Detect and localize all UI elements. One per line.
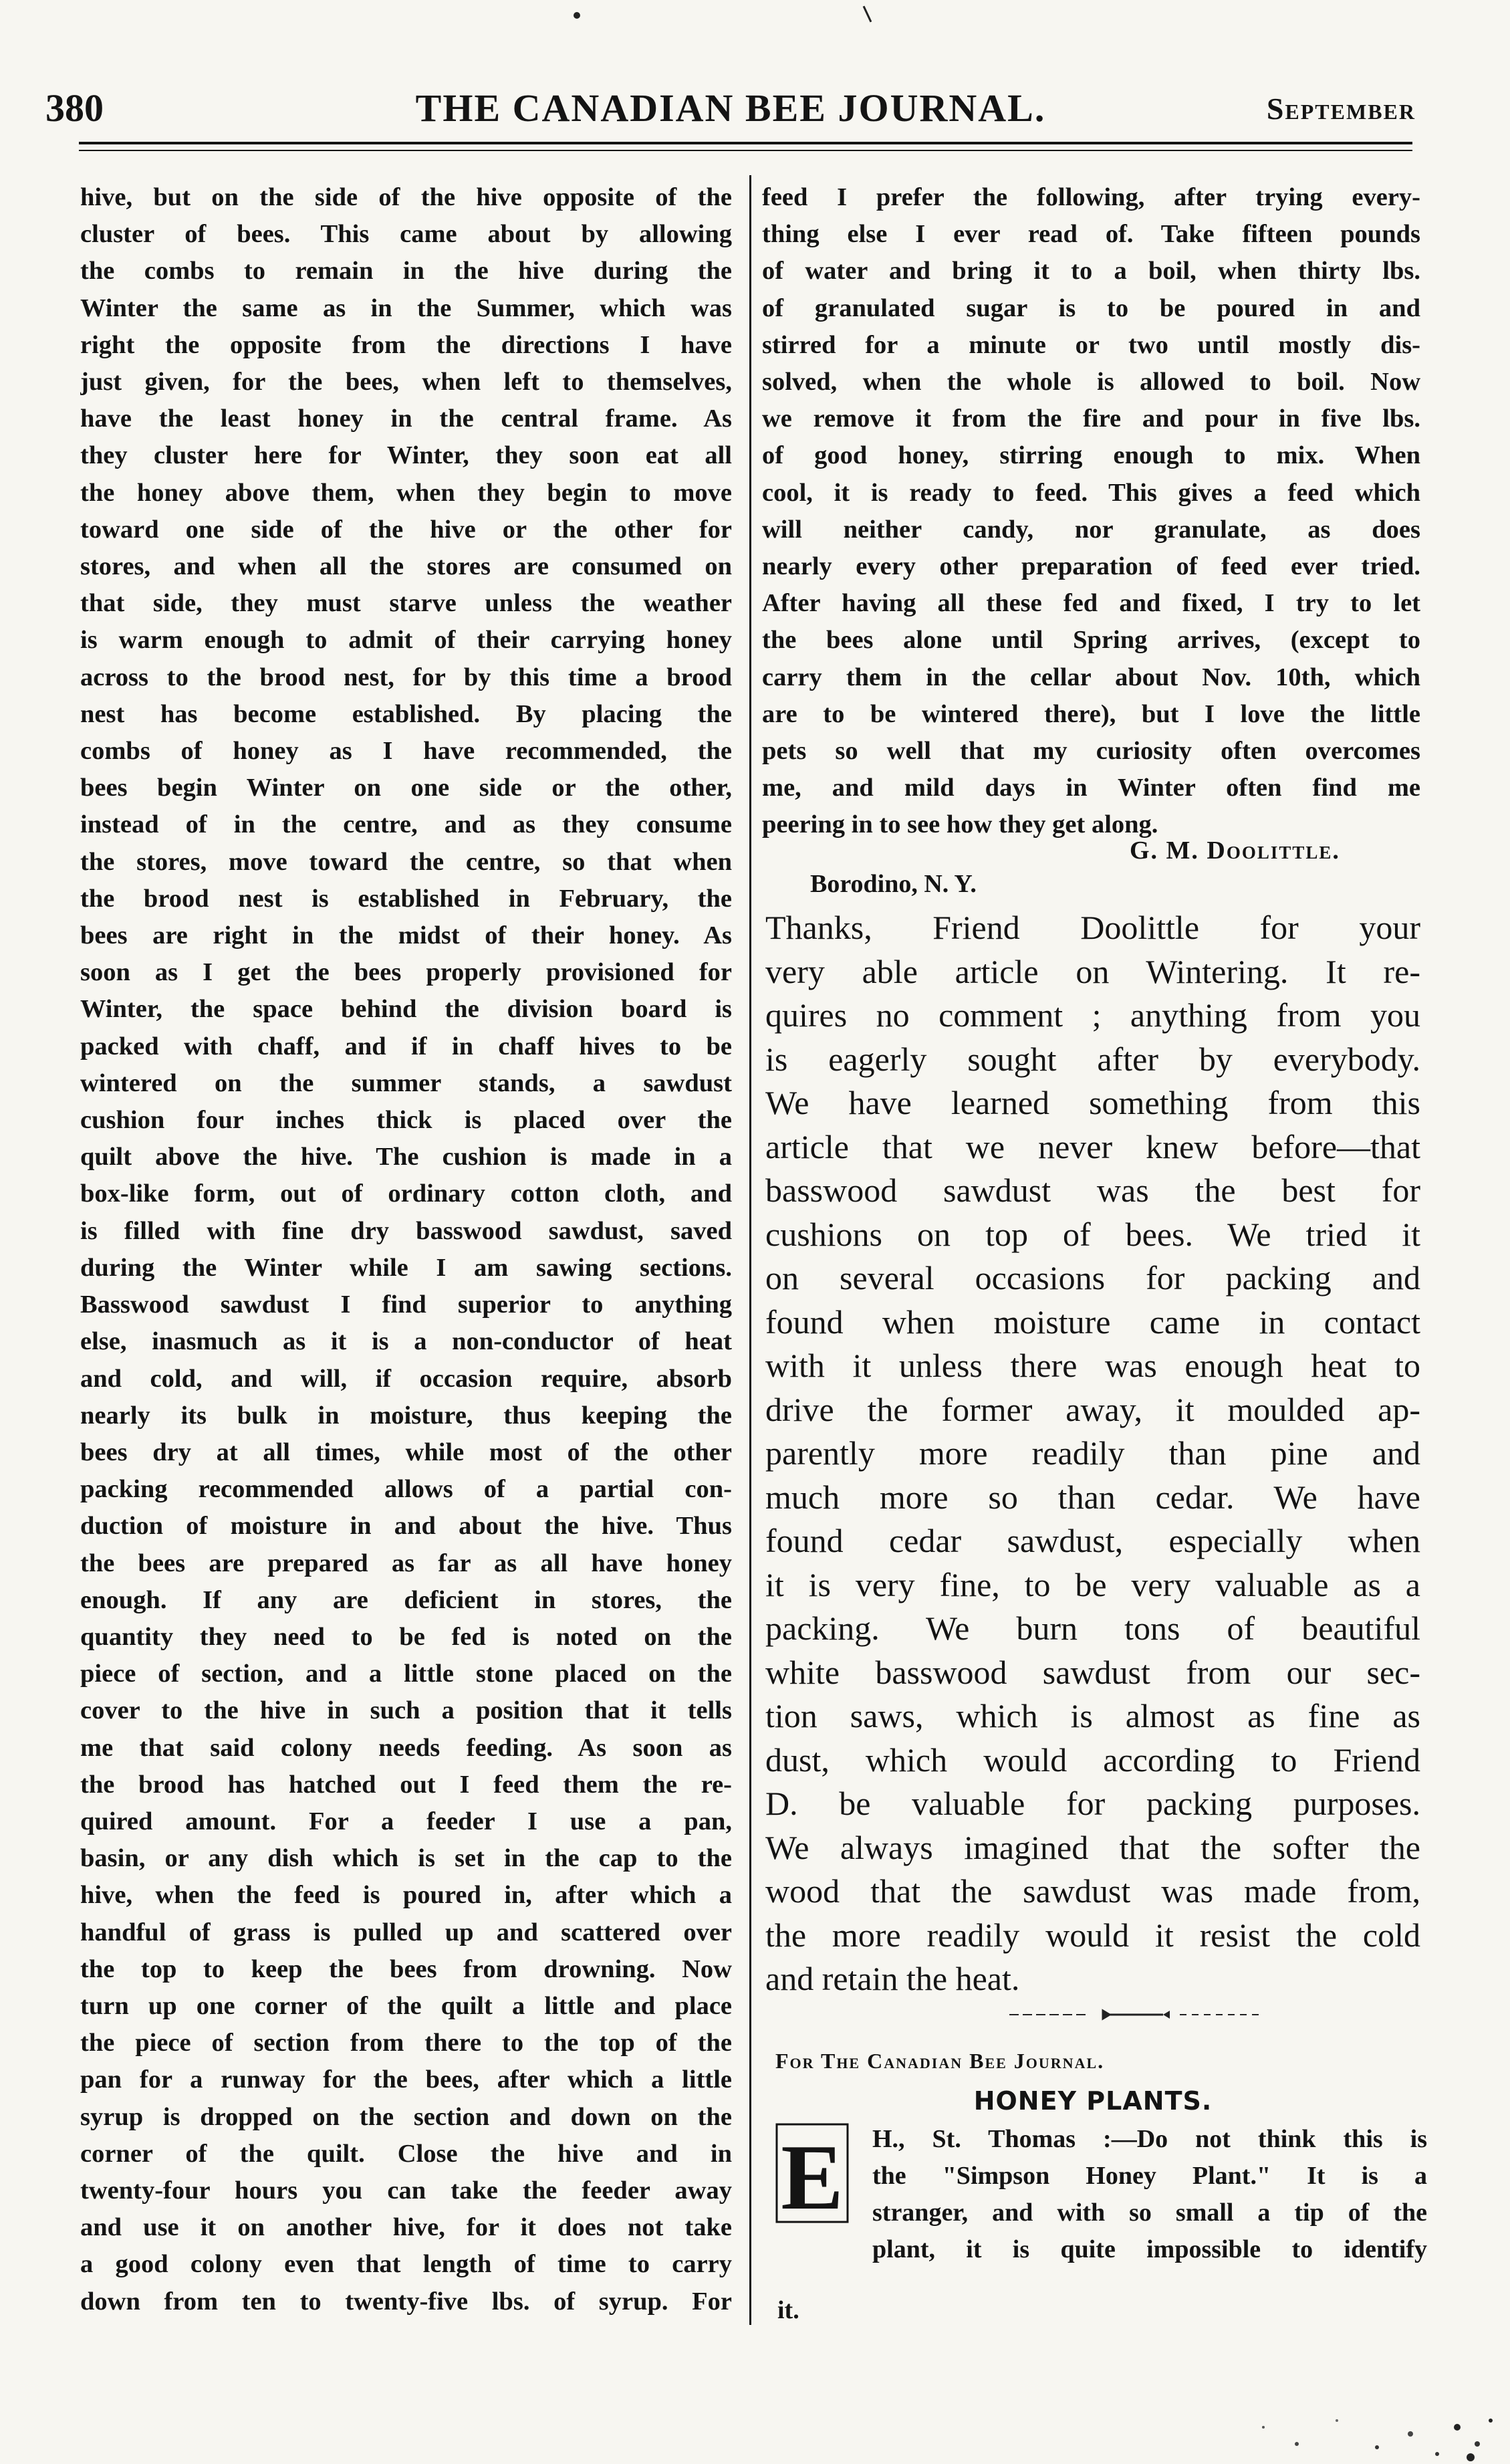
text-line: feed I prefer the following, after trying every-: [762, 183, 1420, 211]
text-line: toward one side of the hive or the other for: [80, 515, 732, 544]
text-line: the more readily would it resist the cold: [765, 1916, 1420, 1954]
text-line: handful of grass is pulled up and scattered over: [80, 1918, 732, 1946]
text-line: the brood nest is established in February, the: [80, 884, 732, 913]
section-title: HONEY PLANTS.: [973, 2086, 1213, 2116]
text-line: twenty-four hours you can take the feeder away: [80, 2176, 732, 2205]
text-line: is filled with fine dry basswood sawdust, saved: [80, 1216, 732, 1245]
text-line: a good colony even that length of time to carry: [80, 2250, 732, 2279]
text-line: they cluster here for Winter, they soon eat all: [80, 441, 732, 470]
text-line: basswood sawdust was the best for: [765, 1171, 1420, 1209]
text-line: peering in to see how they get along.: [762, 810, 1158, 839]
text-line: will neither candy, nor granulate, as does: [762, 515, 1420, 544]
svg-text:E: E: [781, 2126, 844, 2223]
page-header: [45, 86, 1416, 139]
text-line: solved, when the whole is allowed to boil. Now: [762, 368, 1420, 397]
text-line: of water and bring it to a boil, when thirty lbs.: [762, 257, 1420, 286]
text-line: nearly its bulk in moisture, thus keeping the: [80, 1401, 732, 1430]
text-line: me, and mild days in Winter often find me: [762, 774, 1420, 802]
text-line: very able article on Wintering. It re-: [765, 952, 1420, 990]
text-line: thing else I ever read of. Take fifteen pounds: [762, 220, 1420, 249]
text-line: tion saws, which is almost as fine as: [765, 1697, 1420, 1734]
text-line: it is very fine, to be very valuable as a: [765, 1565, 1420, 1603]
text-line: D. be valuable for packing purposes.: [765, 1785, 1420, 1822]
text-line: across to the brood nest, for by this time a brood: [80, 663, 732, 691]
text-line: on several occasions for packing and: [765, 1259, 1420, 1297]
text-line: cluster of bees. This came about by allowing: [80, 220, 732, 249]
text-line: are to be wintered there), but I love the little: [762, 699, 1420, 728]
text-line: found when moisture came in contact: [765, 1303, 1420, 1341]
text-line: during the Winter while I am sawing sections.: [80, 1253, 732, 1282]
text-line: and cold, and will, if occasion require, absorb: [80, 1364, 732, 1393]
text-line: and retain the heat.: [765, 1960, 1020, 1997]
editor-note: [765, 906, 1420, 2001]
text-line: wood that the sawdust was made from,: [765, 1872, 1420, 1910]
text-line: hive, but on the side of the hive opposite of the: [80, 183, 732, 211]
print-noise: [1237, 2380, 1504, 2464]
journal-title: THE CANADIAN BEE JOURNAL.: [415, 86, 1046, 130]
text-line: packed with chaff, and if in chaff hives to be: [80, 1032, 732, 1060]
text-line: Thanks, Friend Doolittle for your: [765, 909, 1420, 946]
text-line: carry them in the cellar about Nov. 10th, which: [762, 663, 1420, 691]
section-ornament: [1009, 2008, 1263, 2021]
text-line: the bees are prepared as far as all have honey: [80, 1549, 732, 1577]
text-line: parently more readily than pine and: [765, 1434, 1420, 1472]
print-speck: [574, 12, 580, 19]
text-line: instead of in the centre, and as they consume: [80, 810, 732, 839]
text-line: bees are right in the midst of their honey. As: [80, 921, 732, 950]
text-line: corner of the quilt. Close the hive and in: [80, 2139, 732, 2168]
text-line: found cedar sawdust, especially when: [765, 1522, 1420, 1559]
text-line: me that said colony needs feeding. As soon as: [80, 1733, 732, 1762]
text-line: have the least honey in the central frame. As: [80, 405, 732, 433]
right-column-article: [762, 179, 1420, 844]
text-line: of granulated sugar is to be poured in and: [762, 294, 1420, 322]
left-column: [80, 179, 732, 2320]
text-line: Basswood sawdust I find superior to anything: [80, 1291, 732, 1319]
text-line: We always imagined that the softer the: [765, 1828, 1420, 1866]
text-line: Winter, the space behind the division board is: [80, 995, 732, 1024]
author-place: Borodino, N. Y.: [810, 870, 977, 898]
text-line: pan for a runway for the bees, after which a little: [80, 2065, 732, 2094]
text-line: the bees alone until Spring arrives, (except to: [762, 626, 1420, 655]
text-line: syrup is dropped on the section and down on the: [80, 2102, 732, 2131]
text-line: stirred for a minute or two until mostly dis-: [762, 330, 1420, 359]
text-line: basin, or any dish which is set in the cap to the: [80, 1844, 732, 1873]
text-line: soon as I get the bees properly provisioned for: [80, 958, 732, 987]
text-line: box-like form, out of ordinary cotton cloth, and: [80, 1180, 732, 1208]
page-number: 380: [45, 86, 104, 130]
text-line: white basswood sawdust from our sec-: [765, 1653, 1420, 1691]
text-line: with it unless there was enough heat to: [765, 1347, 1420, 1384]
paragraph-tail: it.: [777, 2296, 799, 2324]
text-line: turn up one corner of the quilt a little and place: [80, 1991, 732, 2020]
text-line: the stores, move toward the centre, so that when: [80, 847, 732, 876]
text-line: is eagerly sought after by everybody.: [765, 1040, 1420, 1078]
text-line: the honey above them, when they begin to move: [80, 478, 732, 507]
text-line: the combs to remain in the hive during the: [80, 257, 732, 286]
text-line: is warm enough to admit of their carrying honey: [80, 626, 732, 655]
text-line: cool, it is ready to feed. This gives a feed which: [762, 478, 1420, 507]
text-line: packing recommended allows of a partial con-: [80, 1475, 732, 1504]
text-line: We have learned something from this: [765, 1084, 1420, 1121]
text-line: stores, and when all the stores are consumed on: [80, 552, 732, 581]
header-rule-thin: [79, 150, 1412, 151]
text-line: nearly every other preparation of feed ever tried.: [762, 552, 1420, 581]
text-line: wintered on the summer stands, a sawdust: [80, 1069, 732, 1097]
text-line: packing. We burn tons of beautiful: [765, 1609, 1420, 1647]
text-line: quires no comment ; anything from you: [765, 996, 1420, 1034]
print-mark: [863, 6, 872, 23]
text-line: bees begin Winter on one side or the other,: [80, 774, 732, 802]
text-line: quired amount. For a feeder I use a pan,: [80, 1807, 732, 1835]
text-line: pets so well that my curiosity often overcomes: [762, 737, 1420, 766]
drop-cap-e: [775, 2123, 849, 2223]
text-line: After having all these fed and fixed, I try to let: [762, 589, 1420, 618]
text-line: dust, which would according to Friend: [765, 1741, 1420, 1779]
text-line: Winter the same as in the Summer, which was: [80, 294, 732, 322]
text-line: H., St. Thomas :—Do not think this is: [872, 2125, 1427, 2153]
text-line: right the opposite from the directions I have: [80, 330, 732, 359]
text-line: duction of moisture in and about the hive. Thus: [80, 1512, 732, 1541]
text-line: piece of section, and a little stone placed on the: [80, 1660, 732, 1688]
text-line: of good honey, stirring enough to mix. When: [762, 441, 1420, 470]
text-line: that side, they must starve unless the weather: [80, 589, 732, 618]
text-line: stranger, and with so small a tip of the: [872, 2199, 1427, 2227]
text-line: quilt above the hive. The cushion is made in a: [80, 1143, 732, 1171]
text-line: nest has become established. By placing the: [80, 699, 732, 728]
author-signature: G. M. Doolittle.: [1130, 836, 1340, 865]
text-line: bees dry at all times, while most of the other: [80, 1438, 732, 1466]
text-line: plant, it is quite impossible to identify: [872, 2235, 1427, 2263]
text-line: we remove it from the fire and pour in five lbs.: [762, 405, 1420, 433]
issue-month: September: [1266, 92, 1416, 126]
text-line: the top to keep the bees from drowning. Now: [80, 1954, 732, 1983]
text-line: much more so than cedar. We have: [765, 1478, 1420, 1516]
column-divider: [749, 175, 751, 2325]
text-line: down from ten to twenty-five lbs. of syrup. For: [80, 2287, 732, 2316]
text-line: cushions on top of bees. We tried it: [765, 1215, 1420, 1253]
text-line: combs of honey as I have recommended, the: [80, 737, 732, 766]
text-line: drive the former away, it moulded ap-: [765, 1390, 1420, 1428]
text-line: article that we never knew before—that: [765, 1127, 1420, 1165]
honey-plants-paragraph: [872, 2121, 1427, 2268]
text-line: the piece of section from there to the top of the: [80, 2029, 732, 2057]
text-line: and use it on another hive, for it does not take: [80, 2213, 732, 2242]
text-line: cover to the hive in such a position that it tells: [80, 1696, 732, 1725]
text-line: just given, for the bees, when left to themselves,: [80, 368, 732, 397]
text-line: hive, when the feed is poured in, after which a: [80, 1881, 732, 1910]
text-line: enough. If any are deficient in stores, the: [80, 1585, 732, 1614]
text-line: the "Simpson Honey Plant." It is a: [872, 2162, 1427, 2190]
text-line: cushion four inches thick is placed over the: [80, 1106, 732, 1135]
text-line: the brood has hatched out I feed them the re-: [80, 1770, 732, 1799]
text-line: quantity they need to be fed is noted on the: [80, 1622, 732, 1651]
header-rule: [79, 142, 1412, 144]
text-line: else, inasmuch as it is a non-conductor of heat: [80, 1327, 732, 1356]
section-credit: For The Canadian Bee Journal.: [775, 2049, 1105, 2073]
